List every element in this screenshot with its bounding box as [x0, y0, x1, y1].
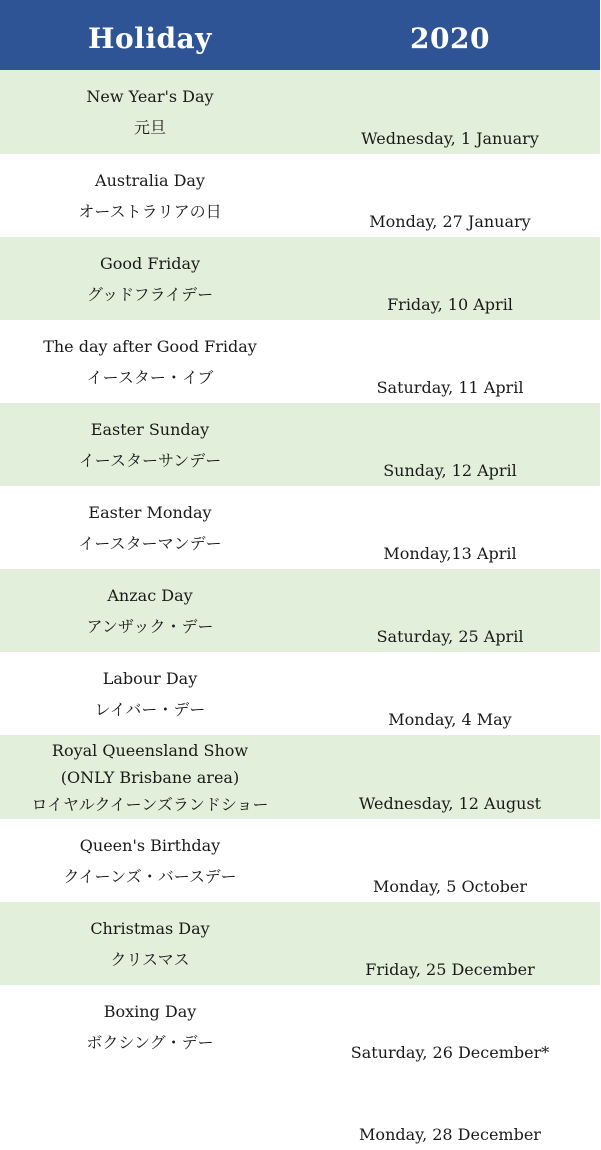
holiday-name-en: Queen's Birthday — [79, 835, 221, 855]
holiday-name-en: New Year's Day — [86, 87, 214, 106]
holiday-name-en: Christmas Day — [90, 918, 210, 938]
holiday-name-jp: ロイヤルクイーンズランドショー — [31, 794, 269, 814]
holiday-name-en: Easter Monday — [88, 502, 212, 522]
holiday-name-cell — [0, 652, 300, 735]
holiday-name-jp: クイーンズ・バースデー — [63, 866, 237, 886]
holiday-name-cell — [0, 154, 300, 237]
holiday-date: Saturday, 11 April — [376, 378, 524, 397]
table-row — [0, 486, 600, 569]
holiday-date: Monday, 5 October — [373, 877, 527, 896]
table-row — [0, 1068, 600, 1150]
holiday-name-en: Labour Day — [102, 668, 198, 688]
header-year: 2020 — [410, 21, 490, 55]
table-row — [0, 735, 600, 819]
holiday-date: Monday,13 April — [383, 544, 517, 563]
holiday-name-jp: オーストラリアの日 — [78, 201, 222, 221]
holiday-name-cell — [0, 237, 300, 320]
table-row — [0, 902, 600, 985]
empty-cell — [0, 1068, 300, 1150]
table-header — [0, 0, 600, 70]
holiday-name-en: Boxing Day — [103, 1001, 197, 1021]
holiday-name-cell — [0, 735, 300, 819]
holiday-name-cell — [0, 569, 300, 652]
holiday-name-en: Good Friday — [99, 253, 201, 273]
holiday-name-jp: イースターマンデー — [78, 533, 222, 553]
holiday-name-cell — [0, 403, 300, 486]
header-holiday: Holiday — [88, 21, 212, 55]
holiday-name-cell — [0, 902, 300, 985]
holiday-name-jp: レイバー・デー — [94, 699, 206, 719]
table-row — [0, 154, 600, 237]
table-row — [0, 320, 600, 403]
holiday-date: Sunday, 12 April — [383, 461, 517, 480]
holiday-name-jp: アンザック・デー — [86, 616, 214, 636]
table-row — [0, 819, 600, 902]
holiday-name-jp: グッドフライデー — [86, 284, 214, 304]
holiday-name-en: Easter Sunday — [90, 419, 210, 439]
holiday-name-en: Royal Queensland Show — [51, 740, 249, 760]
table-row — [0, 985, 600, 1068]
holiday-name-en: Anzac Day — [107, 585, 193, 605]
holiday-name-jp: イースターサンデー — [78, 450, 222, 470]
holiday-date: Saturday, 25 April — [376, 627, 524, 646]
table-row — [0, 403, 600, 486]
holiday-name-note: (ONLY Brisbane area) — [60, 767, 240, 787]
table-row — [0, 70, 600, 154]
holiday-date: Monday, 28 December — [359, 1125, 541, 1144]
holiday-name-jp: 元旦 — [133, 118, 166, 137]
holiday-date: Monday, 4 May — [388, 710, 512, 729]
holiday-date: Saturday, 26 December* — [350, 1043, 550, 1062]
holiday-name-jp: ボクシング・デー — [86, 1032, 214, 1052]
holiday-date: Monday, 27 January — [369, 212, 531, 231]
holiday-name-cell — [0, 819, 300, 902]
holiday-name-cell — [0, 70, 300, 154]
holiday-name-cell — [0, 486, 300, 569]
holiday-name-cell — [0, 985, 300, 1068]
holiday-date: Wednesday, 12 August — [358, 794, 542, 813]
holiday-name-en: Australia Day — [95, 170, 205, 190]
holiday-date: Wednesday, 1 January — [361, 129, 539, 148]
table-row — [0, 652, 600, 735]
holiday-name-jp: クリスマス — [110, 949, 190, 969]
table-row — [0, 569, 600, 652]
holiday-date: Friday, 10 April — [387, 295, 513, 314]
holiday-date: Friday, 25 December — [365, 960, 535, 979]
table-row — [0, 237, 600, 320]
holiday-name-cell — [0, 320, 300, 403]
holiday-name-en: The day after Good Friday — [43, 336, 257, 356]
holiday-name-jp: イースター・イブ — [86, 367, 214, 387]
